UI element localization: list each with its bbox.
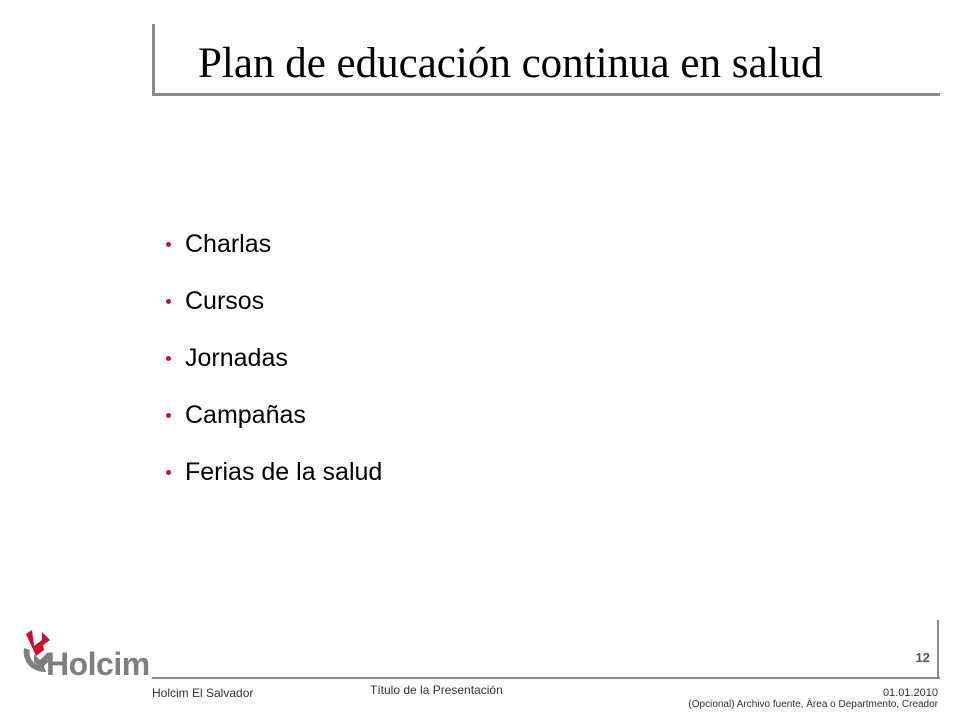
footer-divider-horizontal xyxy=(152,677,940,679)
bullet-item xyxy=(164,387,382,444)
bullet-text: Cursos xyxy=(185,287,265,315)
slide-title: Plan de educación continua en salud xyxy=(198,40,823,87)
bullet-text: Campañas xyxy=(185,401,306,429)
page-number: 12 xyxy=(915,650,930,665)
holcim-logo-text: Holcim xyxy=(46,646,150,682)
bullet-dot-icon xyxy=(166,470,171,475)
bullet-dot-icon xyxy=(166,299,171,304)
bullet-dot-icon xyxy=(166,242,171,247)
footer-divider-vertical xyxy=(937,620,939,679)
bullet-dot-icon xyxy=(166,413,171,418)
footer-date: 01.01.2010 xyxy=(882,687,938,699)
bullet-list xyxy=(164,216,382,501)
bullet-item xyxy=(164,444,382,501)
title-divider-vertical xyxy=(152,24,155,96)
bullet-text: Charlas xyxy=(185,230,272,258)
footer-presentation-title: Título de la Presentación xyxy=(370,683,503,697)
footer-source: (Opcional) Archivo fuente, Área o Departmento, Creador xyxy=(688,699,938,710)
bullet-item xyxy=(164,330,382,387)
bullet-text: Jornadas xyxy=(185,344,288,372)
bullet-dot-icon xyxy=(166,356,171,361)
bullet-text: Ferias de la salud xyxy=(185,458,383,486)
bullet-item xyxy=(164,216,382,273)
bullet-item xyxy=(164,273,382,330)
footer-company: Holcim El Salvador xyxy=(152,686,254,700)
title-divider-horizontal xyxy=(152,93,940,96)
